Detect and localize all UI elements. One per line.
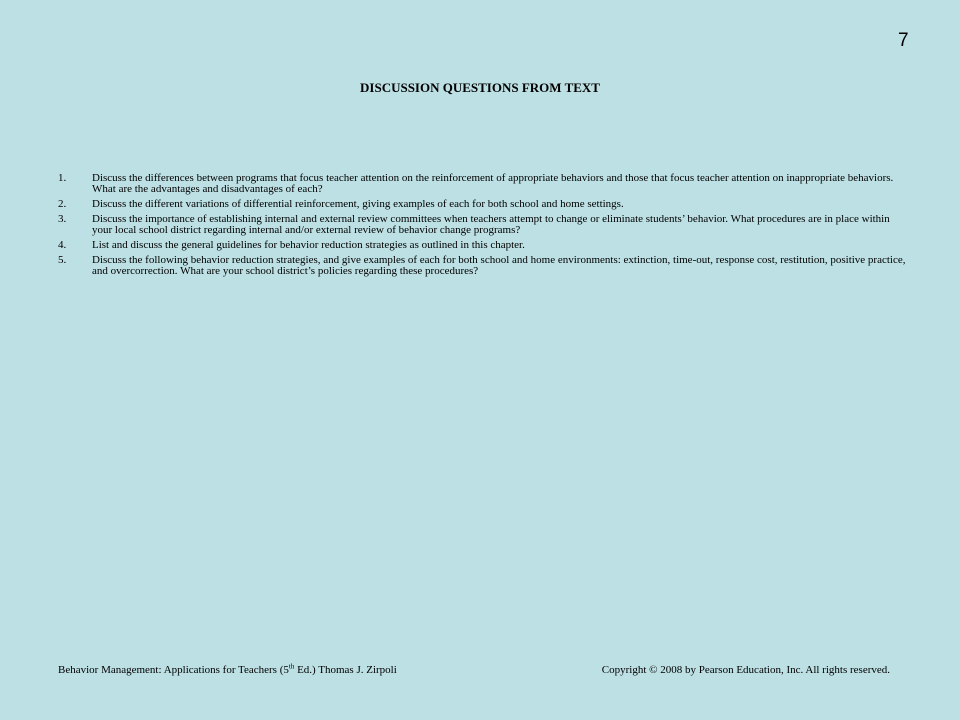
question-text: List and discuss the general guidelines for behavior reduction strategies as outlined in this chapter. (92, 239, 525, 251)
footer-book-prefix: Behavior Management: Applications for Teachers (5 (58, 664, 289, 676)
page-title: DISCUSSION QUESTIONS FROM TEXT (360, 80, 600, 95)
question-number: 5. (58, 254, 67, 266)
list-item (58, 255, 906, 277)
question-text: Discuss the differences between programs that focus teacher attention on the reinforcement of appropriate behaviors and those that focus teacher attention on inappropriate behaviors. What are the advantages and disadvantages of each? (92, 172, 894, 195)
question-number: 2. (58, 198, 67, 210)
list-item (58, 173, 906, 195)
question-number: 4. (58, 239, 67, 251)
question-text: Discuss the different variations of differential reinforcement, giving examples of each for both school and home settings. (92, 198, 624, 210)
question-text: Discuss the importance of establishing internal and external review committees when teachers attempt to change or eliminate students’ behavior. What procedures are in place within your local school district regarding internal and/or external review of behavior change programs? (92, 213, 890, 236)
list-item (58, 214, 906, 236)
footer-copyright: Copyright © 2008 by Pearson Education, Inc. All rights reserved. (601, 664, 890, 676)
question-number: 3. (58, 213, 67, 225)
list-item (58, 240, 906, 251)
list-item (58, 199, 906, 210)
footer-book-citation (58, 664, 397, 676)
question-list (58, 173, 906, 281)
question-text: Discuss the following behavior reduction strategies, and give examples of each for both school and home environments: extinction, time-out, response cost, restitution, positive practice, and overcorrection. What are your school district’s policies regarding these procedures? (92, 254, 906, 277)
footer-edition-superscript: th (288, 662, 295, 671)
question-number: 1. (58, 172, 67, 184)
page-number: 7 (898, 30, 909, 51)
footer-book-suffix: Ed.) Thomas J. Zirpoli (294, 664, 397, 676)
